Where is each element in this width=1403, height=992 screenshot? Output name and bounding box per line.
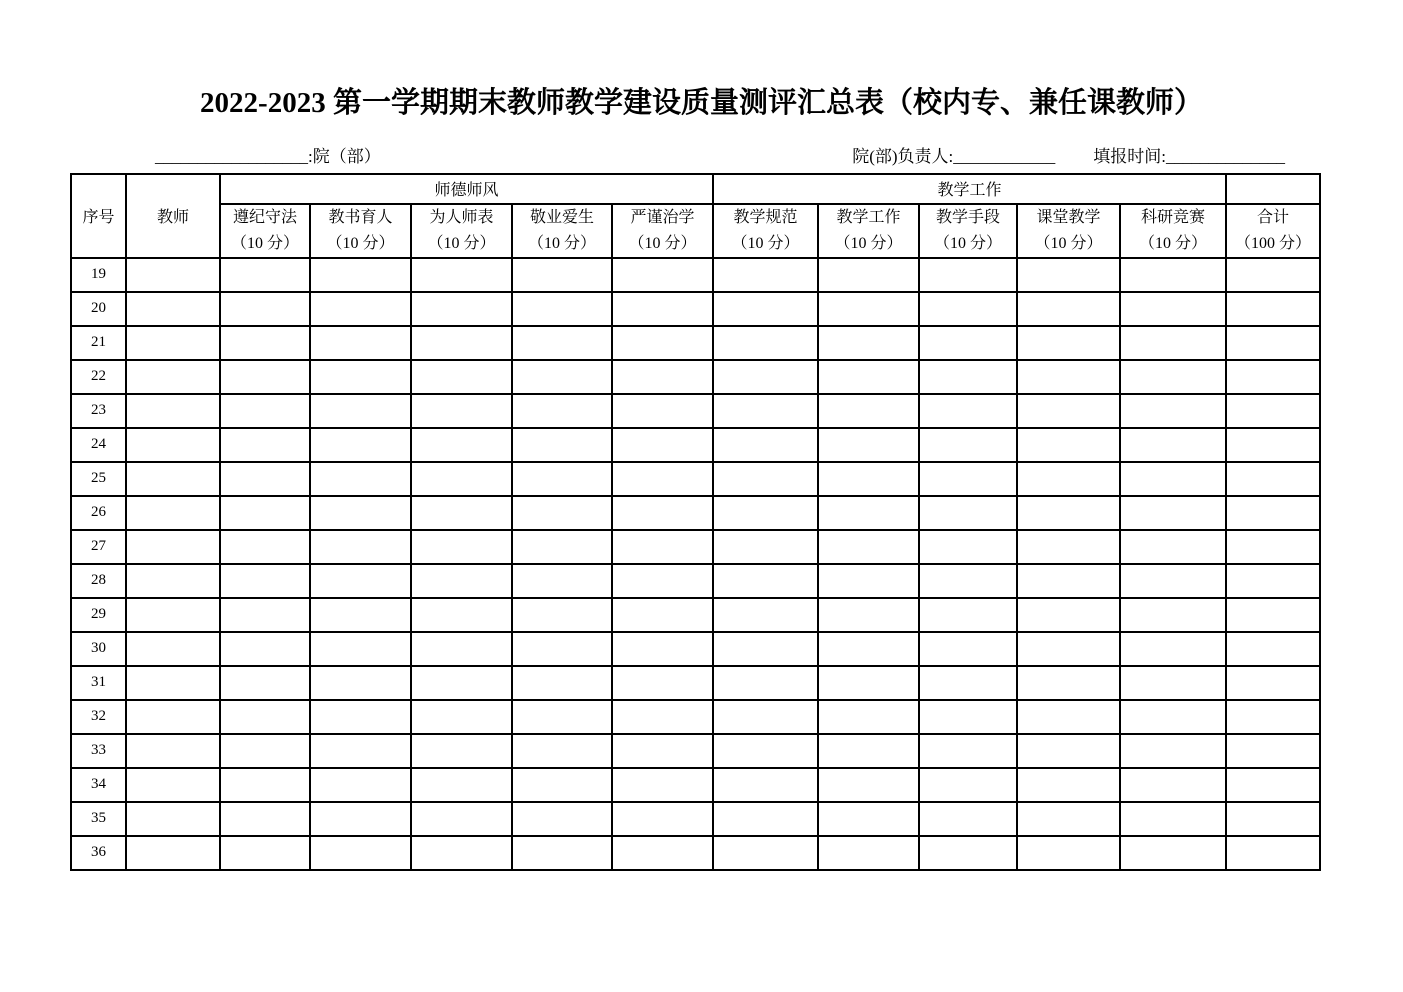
- score-cell: [411, 666, 512, 700]
- row-number-cell: 33: [71, 734, 126, 768]
- teacher-cell: [126, 530, 220, 564]
- score-cell: [411, 836, 512, 870]
- score-cell: [713, 836, 818, 870]
- score-cell: [713, 734, 818, 768]
- score-cell: [919, 360, 1017, 394]
- table-row: [71, 836, 1320, 870]
- score-cell: [220, 836, 310, 870]
- row-number-cell: 34: [71, 768, 126, 802]
- score-cell: [1017, 292, 1120, 326]
- score-cell: [612, 292, 713, 326]
- score-cell: [1120, 802, 1226, 836]
- table-row: [71, 326, 1320, 360]
- score-cell: [919, 836, 1017, 870]
- score-cell: [310, 360, 411, 394]
- header-col-rigorous: [612, 204, 713, 258]
- score-cell: [713, 258, 818, 292]
- score-cell: [310, 768, 411, 802]
- score-cell: [1120, 326, 1226, 360]
- total-cell: [1226, 700, 1320, 734]
- score-cell: [919, 734, 1017, 768]
- score-cell: [512, 632, 612, 666]
- score-cell: [220, 462, 310, 496]
- score-cell: [1120, 462, 1226, 496]
- teacher-cell: [126, 632, 220, 666]
- score-cell: [1120, 292, 1226, 326]
- score-cell: [220, 258, 310, 292]
- table-row: [71, 428, 1320, 462]
- report-time-fill-blank: 填报时间:______________: [1093, 146, 1285, 166]
- score-cell: [1017, 428, 1120, 462]
- score-cell: [512, 700, 612, 734]
- header-col-name: 教学工作: [836, 209, 901, 227]
- total-cell: [1226, 564, 1320, 598]
- total-cell: [1226, 462, 1320, 496]
- score-cell: [1017, 496, 1120, 530]
- total-cell: [1226, 598, 1320, 632]
- score-cell: [612, 326, 713, 360]
- score-cell: [612, 700, 713, 734]
- teacher-cell: [126, 564, 220, 598]
- header-col-name: 教书育人: [328, 209, 393, 227]
- score-cell: [310, 258, 411, 292]
- header-group-ethics: 师德师风: [220, 174, 713, 204]
- total-cell: [1226, 360, 1320, 394]
- score-cell: [1017, 836, 1120, 870]
- score-cell: [1120, 564, 1226, 598]
- score-cell: [310, 394, 411, 428]
- total-cell: [1226, 530, 1320, 564]
- header-col-name: 严谨治学: [630, 209, 695, 227]
- score-cell: [713, 462, 818, 496]
- header-col-name: 合计: [1256, 209, 1289, 227]
- evaluation-table: [70, 173, 1321, 871]
- score-cell: [1017, 598, 1120, 632]
- score-cell: [411, 564, 512, 598]
- score-cell: [1017, 394, 1120, 428]
- header-col-name: 教学手段: [935, 209, 1000, 227]
- score-cell: [411, 326, 512, 360]
- score-cell: [919, 292, 1017, 326]
- header-group-teaching: 教学工作: [713, 174, 1226, 204]
- score-cell: [818, 258, 919, 292]
- header-col-teaching-work: [818, 204, 919, 258]
- score-cell: [310, 530, 411, 564]
- header-col-score: （10 分）: [427, 234, 496, 252]
- score-cell: [1120, 258, 1226, 292]
- score-cell: [818, 428, 919, 462]
- teacher-cell: [126, 836, 220, 870]
- score-cell: [919, 564, 1017, 598]
- table-row: [71, 292, 1320, 326]
- page-title: 2022-2023 第一学期期末教师教学建设质量测评汇总表（校内专、兼任课教师）: [200, 87, 1203, 119]
- score-cell: [1120, 428, 1226, 462]
- score-cell: [818, 564, 919, 598]
- score-cell: [411, 394, 512, 428]
- score-cell: [919, 428, 1017, 462]
- score-cell: [818, 632, 919, 666]
- teacher-cell: [126, 394, 220, 428]
- header-col-name: 敬业爱生: [529, 209, 594, 227]
- header-empty-corner: [1226, 174, 1320, 204]
- header-col-score: （10 分）: [1138, 234, 1207, 252]
- score-cell: [713, 598, 818, 632]
- row-number-cell: 35: [71, 802, 126, 836]
- row-number-cell: 24: [71, 428, 126, 462]
- score-cell: [411, 598, 512, 632]
- score-cell: [220, 496, 310, 530]
- score-cell: [1120, 632, 1226, 666]
- header-col-name: 教学规范: [733, 209, 798, 227]
- header-col-law: [220, 204, 310, 258]
- score-cell: [1017, 734, 1120, 768]
- row-number-cell: 23: [71, 394, 126, 428]
- total-cell: [1226, 768, 1320, 802]
- score-cell: [713, 632, 818, 666]
- score-cell: [411, 258, 512, 292]
- score-cell: [220, 530, 310, 564]
- score-cell: [1017, 462, 1120, 496]
- score-cell: [818, 496, 919, 530]
- header-col-score: （10 分）: [834, 234, 903, 252]
- score-cell: [1120, 360, 1226, 394]
- score-cell: [411, 360, 512, 394]
- row-number-cell: 28: [71, 564, 126, 598]
- score-cell: [220, 428, 310, 462]
- header-col-score: （10 分）: [527, 234, 596, 252]
- score-cell: [713, 394, 818, 428]
- table-row: [71, 632, 1320, 666]
- score-cell: [512, 394, 612, 428]
- score-cell: [220, 632, 310, 666]
- header-col-score: （10 分）: [230, 234, 299, 252]
- total-cell: [1226, 326, 1320, 360]
- score-cell: [818, 394, 919, 428]
- score-cell: [220, 802, 310, 836]
- score-cell: [818, 734, 919, 768]
- header-col-score: （10 分）: [326, 234, 395, 252]
- teacher-cell: [126, 462, 220, 496]
- score-cell: [1017, 802, 1120, 836]
- header-row-number: 序号: [71, 174, 126, 258]
- score-cell: [310, 564, 411, 598]
- score-cell: [411, 734, 512, 768]
- total-cell: [1226, 292, 1320, 326]
- row-number-cell: 19: [71, 258, 126, 292]
- score-cell: [310, 734, 411, 768]
- score-cell: [512, 768, 612, 802]
- score-cell: [713, 700, 818, 734]
- teacher-cell: [126, 598, 220, 632]
- total-cell: [1226, 734, 1320, 768]
- score-cell: [512, 360, 612, 394]
- meta-row: [70, 146, 1319, 168]
- score-cell: [818, 768, 919, 802]
- header-col-teaching-standard: [713, 204, 818, 258]
- score-cell: [310, 598, 411, 632]
- score-cell: [512, 258, 612, 292]
- score-cell: [612, 598, 713, 632]
- teacher-cell: [126, 292, 220, 326]
- table-row: [71, 666, 1320, 700]
- score-cell: [512, 598, 612, 632]
- row-number-cell: 20: [71, 292, 126, 326]
- score-cell: [220, 326, 310, 360]
- department-fill-blank: __________________:院（部）: [155, 146, 381, 166]
- score-cell: [1120, 496, 1226, 530]
- score-cell: [1120, 530, 1226, 564]
- header-col-teaching-method: [919, 204, 1017, 258]
- score-cell: [818, 700, 919, 734]
- score-cell: [220, 666, 310, 700]
- score-cell: [411, 292, 512, 326]
- header-col-name: 科研竞赛: [1140, 209, 1205, 227]
- score-cell: [612, 530, 713, 564]
- score-cell: [612, 258, 713, 292]
- teacher-cell: [126, 768, 220, 802]
- score-cell: [713, 292, 818, 326]
- teacher-cell: [126, 360, 220, 394]
- header-col-score: （10 分）: [628, 234, 697, 252]
- score-cell: [1017, 360, 1120, 394]
- header-col-role-model: [411, 204, 512, 258]
- score-cell: [713, 802, 818, 836]
- score-cell: [818, 462, 919, 496]
- score-cell: [1017, 530, 1120, 564]
- table-row: [71, 802, 1320, 836]
- row-number-cell: 27: [71, 530, 126, 564]
- score-cell: [310, 700, 411, 734]
- score-cell: [1017, 564, 1120, 598]
- score-cell: [612, 802, 713, 836]
- score-cell: [919, 258, 1017, 292]
- score-cell: [612, 632, 713, 666]
- header-col-score: （10 分）: [1034, 234, 1103, 252]
- score-cell: [411, 530, 512, 564]
- score-cell: [512, 836, 612, 870]
- score-cell: [818, 802, 919, 836]
- header-col-research: [1120, 204, 1226, 258]
- row-number-cell: 21: [71, 326, 126, 360]
- row-number-cell: 36: [71, 836, 126, 870]
- score-cell: [919, 802, 1017, 836]
- score-cell: [1017, 258, 1120, 292]
- score-cell: [713, 666, 818, 700]
- score-cell: [919, 462, 1017, 496]
- total-cell: [1226, 258, 1320, 292]
- score-cell: [310, 836, 411, 870]
- score-cell: [310, 632, 411, 666]
- score-cell: [818, 836, 919, 870]
- score-cell: [1120, 598, 1226, 632]
- teacher-cell: [126, 326, 220, 360]
- score-cell: [220, 292, 310, 326]
- table-row: [71, 564, 1320, 598]
- score-cell: [919, 768, 1017, 802]
- score-cell: [411, 700, 512, 734]
- score-cell: [1120, 836, 1226, 870]
- score-cell: [919, 326, 1017, 360]
- score-cell: [220, 394, 310, 428]
- score-cell: [612, 496, 713, 530]
- score-cell: [512, 292, 612, 326]
- score-cell: [818, 326, 919, 360]
- header-col-classroom: [1017, 204, 1120, 258]
- score-cell: [512, 496, 612, 530]
- teacher-cell: [126, 496, 220, 530]
- table-row: [71, 496, 1320, 530]
- total-cell: [1226, 394, 1320, 428]
- score-cell: [713, 564, 818, 598]
- score-cell: [220, 360, 310, 394]
- score-cell: [713, 428, 818, 462]
- table-row: [71, 394, 1320, 428]
- table-row: [71, 462, 1320, 496]
- score-cell: [818, 292, 919, 326]
- row-number-cell: 30: [71, 632, 126, 666]
- score-cell: [612, 394, 713, 428]
- score-cell: [310, 326, 411, 360]
- teacher-cell: [126, 734, 220, 768]
- total-cell: [1226, 666, 1320, 700]
- score-cell: [512, 734, 612, 768]
- total-cell: [1226, 496, 1320, 530]
- score-cell: [512, 428, 612, 462]
- score-cell: [310, 496, 411, 530]
- score-cell: [612, 836, 713, 870]
- row-number-cell: 25: [71, 462, 126, 496]
- score-cell: [220, 598, 310, 632]
- score-cell: [1120, 734, 1226, 768]
- header-col-score: （10 分）: [933, 234, 1002, 252]
- score-cell: [512, 326, 612, 360]
- score-cell: [713, 530, 818, 564]
- score-cell: [310, 428, 411, 462]
- score-cell: [1017, 768, 1120, 802]
- score-cell: [919, 700, 1017, 734]
- score-cell: [1017, 700, 1120, 734]
- score-cell: [919, 666, 1017, 700]
- total-cell: [1226, 802, 1320, 836]
- score-cell: [411, 428, 512, 462]
- score-cell: [919, 496, 1017, 530]
- teacher-cell: [126, 258, 220, 292]
- score-cell: [713, 326, 818, 360]
- score-cell: [1120, 768, 1226, 802]
- score-cell: [612, 428, 713, 462]
- score-cell: [919, 394, 1017, 428]
- score-cell: [1017, 666, 1120, 700]
- score-cell: [512, 530, 612, 564]
- header-col-total: [1226, 204, 1320, 258]
- manager-fill-blank: 院(部)负责人:____________: [852, 146, 1056, 166]
- table-row: [71, 530, 1320, 564]
- table-body: [71, 258, 1320, 870]
- score-cell: [1017, 632, 1120, 666]
- score-cell: [220, 700, 310, 734]
- header-col-educate: [310, 204, 411, 258]
- row-number-cell: 26: [71, 496, 126, 530]
- score-cell: [818, 360, 919, 394]
- row-number-cell: 29: [71, 598, 126, 632]
- teacher-cell: [126, 802, 220, 836]
- score-cell: [411, 462, 512, 496]
- header-col-name: 遵纪守法: [232, 209, 297, 227]
- header-col-score: （10 分）: [731, 234, 800, 252]
- row-number-cell: 22: [71, 360, 126, 394]
- score-cell: [713, 768, 818, 802]
- score-cell: [220, 564, 310, 598]
- score-cell: [411, 768, 512, 802]
- header-col-score: （100 分）: [1234, 234, 1311, 252]
- header-group-row: [71, 174, 1320, 204]
- score-cell: [818, 666, 919, 700]
- score-cell: [512, 564, 612, 598]
- score-cell: [612, 768, 713, 802]
- score-cell: [310, 666, 411, 700]
- score-cell: [310, 802, 411, 836]
- score-cell: [713, 360, 818, 394]
- header-col-name: 为人师表: [429, 209, 494, 227]
- score-cell: [1120, 700, 1226, 734]
- score-cell: [713, 496, 818, 530]
- score-cell: [1120, 394, 1226, 428]
- score-cell: [411, 496, 512, 530]
- table-row: [71, 258, 1320, 292]
- score-cell: [310, 462, 411, 496]
- score-cell: [512, 462, 612, 496]
- score-cell: [1120, 666, 1226, 700]
- score-cell: [818, 530, 919, 564]
- score-cell: [512, 802, 612, 836]
- header-col-name: 课堂教学: [1036, 209, 1101, 227]
- score-cell: [919, 530, 1017, 564]
- score-cell: [612, 564, 713, 598]
- table-row: [71, 598, 1320, 632]
- score-cell: [612, 360, 713, 394]
- teacher-cell: [126, 700, 220, 734]
- score-cell: [310, 292, 411, 326]
- header-col-dedication: [512, 204, 612, 258]
- table-row: [71, 360, 1320, 394]
- row-number-cell: 32: [71, 700, 126, 734]
- header-teacher: 教师: [126, 174, 220, 258]
- table-row: [71, 734, 1320, 768]
- total-cell: [1226, 836, 1320, 870]
- score-cell: [612, 462, 713, 496]
- score-cell: [612, 666, 713, 700]
- score-cell: [612, 734, 713, 768]
- score-cell: [1017, 326, 1120, 360]
- score-cell: [411, 632, 512, 666]
- score-cell: [919, 598, 1017, 632]
- score-cell: [220, 768, 310, 802]
- row-number-cell: 31: [71, 666, 126, 700]
- score-cell: [411, 802, 512, 836]
- score-cell: [220, 734, 310, 768]
- header-column-row: [71, 204, 1320, 258]
- total-cell: [1226, 428, 1320, 462]
- score-cell: [818, 598, 919, 632]
- teacher-cell: [126, 666, 220, 700]
- table-row: [71, 768, 1320, 802]
- teacher-cell: [126, 428, 220, 462]
- table-row: [71, 700, 1320, 734]
- score-cell: [919, 632, 1017, 666]
- total-cell: [1226, 632, 1320, 666]
- score-cell: [512, 666, 612, 700]
